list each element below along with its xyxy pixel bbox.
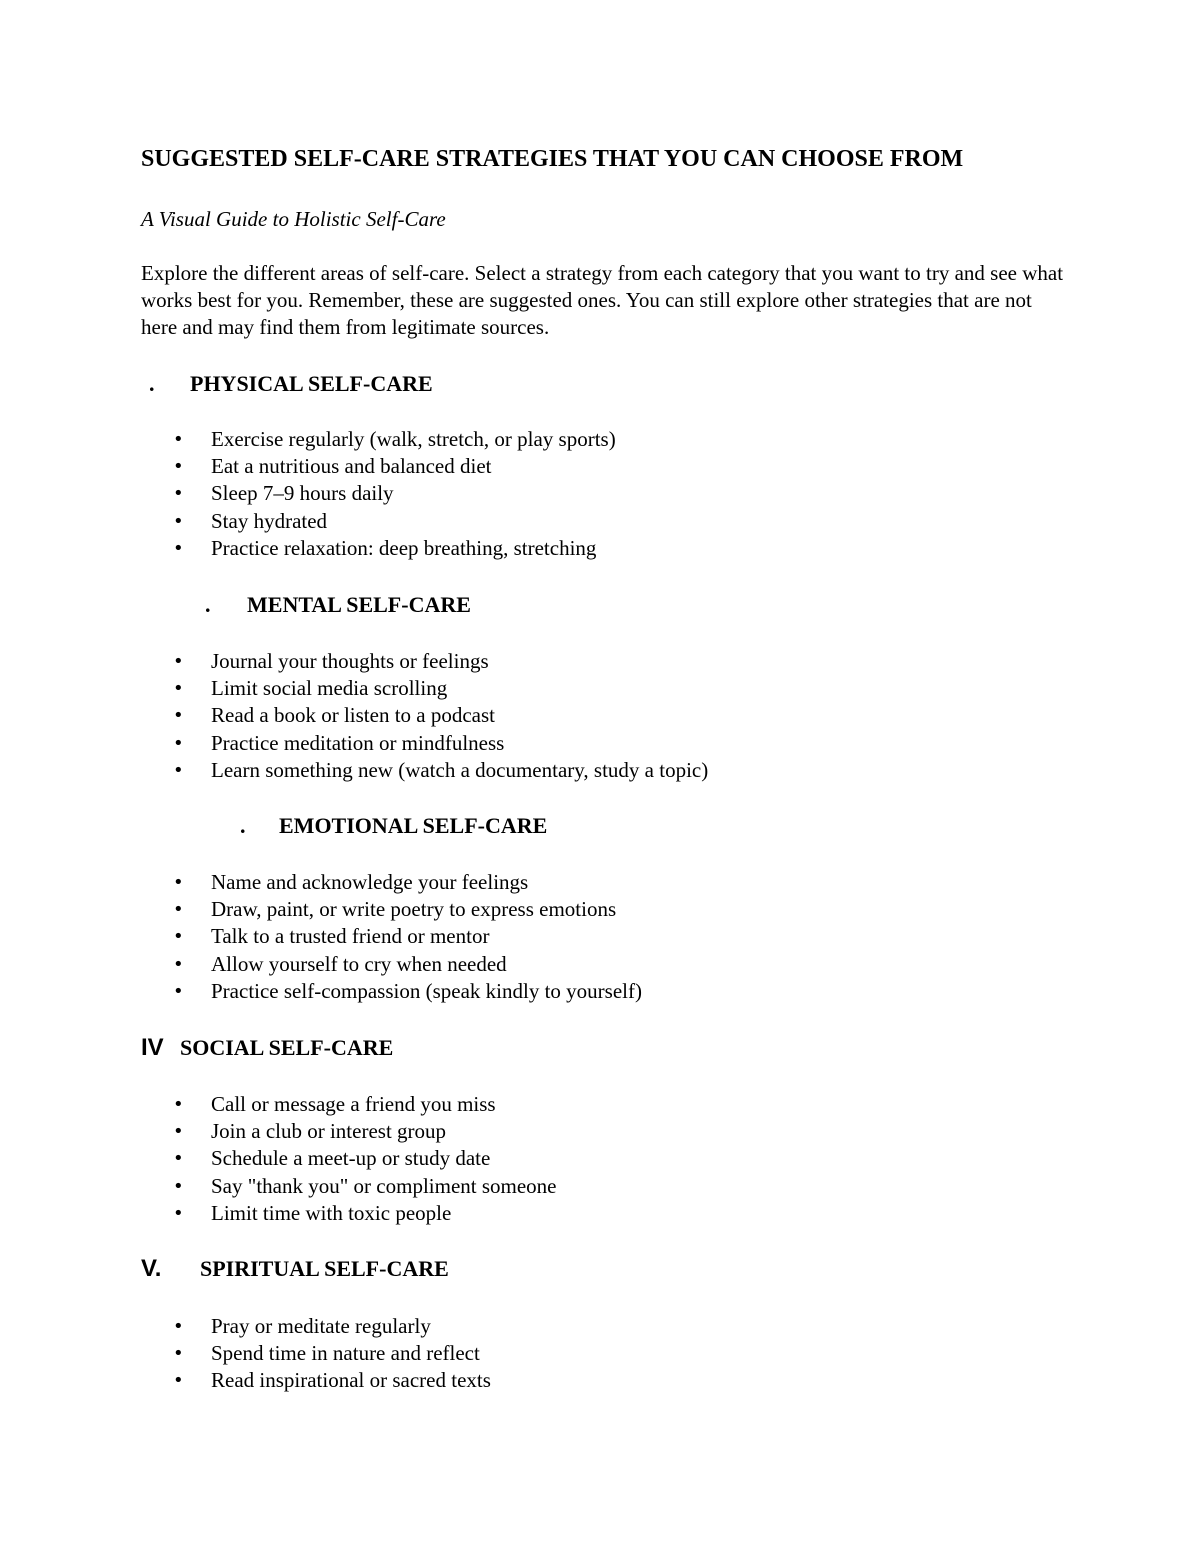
spiritual-strategy-list (170, 1313, 491, 1395)
list-item: • Read inspirational or sacred texts (170, 1367, 491, 1394)
bullet-icon: • (173, 678, 184, 700)
section-heading-label: SOCIAL SELF-CARE (180, 1035, 394, 1060)
list-item: • Exercise regularly (walk, stretch, or play sports) (170, 426, 616, 453)
list-item: • Say "thank you" or compliment someone (170, 1173, 557, 1200)
emotional-strategy-list (170, 869, 642, 1005)
section-heading-label: SPIRITUAL SELF-CARE (200, 1256, 449, 1281)
list-item: • Practice meditation or mindfulness (170, 730, 708, 757)
list-item: • Eat a nutritious and balanced diet (170, 453, 616, 480)
bullet-icon: • (173, 980, 184, 1002)
section-marker: IV (141, 1034, 164, 1061)
list-item: • Draw, paint, or write poetry to express emotions (170, 896, 642, 923)
bullet-icon: • (173, 1316, 184, 1337)
list-item: • Call or message a friend you miss (170, 1091, 557, 1118)
section-marker: . (205, 592, 211, 617)
document-title: SUGGESTED SELF-CARE STRATEGIES THAT YOU CAN CHOOSE FROM (141, 146, 964, 172)
physical-strategy-list (170, 426, 616, 562)
list-item: • Limit social media scrolling (170, 675, 708, 702)
section-heading-label: MENTAL SELF-CARE (247, 592, 471, 617)
list-item: • Spend time in nature and reflect (170, 1340, 491, 1367)
section-heading-social (141, 1034, 393, 1062)
list-item: • Limit time with toxic people (170, 1200, 557, 1227)
bullet-icon: • (173, 1175, 184, 1197)
intro-paragraph: Explore the different areas of self-care. Select a strategy from each category that you want to try and see what works best for you. Remember, these are suggested ones. You can still explore other strategies that are not here and may find them from legitimate sources. (141, 261, 1064, 339)
bullet-icon: • (173, 483, 184, 505)
bullet-icon: • (173, 732, 184, 754)
list-item: • Schedule a meet-up or study date (170, 1145, 557, 1172)
section-heading-emotional (240, 812, 547, 840)
list-item: • Pray or meditate regularly (170, 1313, 491, 1340)
list-item: • Stay hydrated (170, 508, 616, 535)
list-item: • Practice relaxation: deep breathing, stretching (170, 535, 616, 562)
section-heading-label: PHYSICAL SELF-CARE (190, 371, 433, 396)
bullet-icon: • (173, 899, 184, 921)
bullet-icon: • (173, 1370, 184, 1392)
bullet-icon: • (173, 1148, 184, 1170)
bullet-icon: • (173, 537, 184, 559)
bullet-icon: • (173, 1343, 184, 1365)
list-item: • Read a book or listen to a podcast (170, 702, 708, 729)
section-marker: V. (141, 1255, 162, 1282)
list-item: • Name and acknowledge your feelings (170, 869, 642, 896)
list-item: • Talk to a trusted friend or mentor (170, 923, 642, 950)
list-item: • Learn something new (watch a documentary, study a topic) (170, 757, 708, 784)
list-item: • Sleep 7–9 hours daily (170, 480, 616, 507)
bullet-icon: • (173, 1094, 184, 1115)
list-item: • Practice self-compassion (speak kindly to yourself) (170, 978, 642, 1005)
bullet-icon: • (173, 510, 184, 532)
section-heading-spiritual (141, 1255, 449, 1283)
document-subtitle: A Visual Guide to Holistic Self-Care (141, 207, 446, 231)
section-heading-physical (149, 370, 433, 398)
section-marker: . (149, 371, 155, 396)
mental-strategy-list (170, 648, 708, 784)
list-item: • Journal your thoughts or feelings (170, 648, 708, 675)
section-heading-mental (205, 591, 471, 619)
bullet-icon: • (173, 1121, 184, 1143)
bullet-icon: • (173, 872, 184, 893)
bullet-icon: • (173, 926, 184, 948)
list-item: • Join a club or interest group (170, 1118, 557, 1145)
bullet-icon: • (173, 429, 184, 450)
bullet-icon: • (173, 651, 184, 672)
bullet-icon: • (173, 456, 184, 478)
bullet-icon: • (173, 953, 184, 975)
social-strategy-list (170, 1091, 557, 1227)
list-item: • Allow yourself to cry when needed (170, 951, 642, 978)
section-marker: . (240, 813, 246, 838)
bullet-icon: • (173, 1202, 184, 1224)
section-heading-label: EMOTIONAL SELF-CARE (279, 813, 548, 838)
bullet-icon: • (173, 705, 184, 727)
bullet-icon: • (173, 759, 184, 781)
